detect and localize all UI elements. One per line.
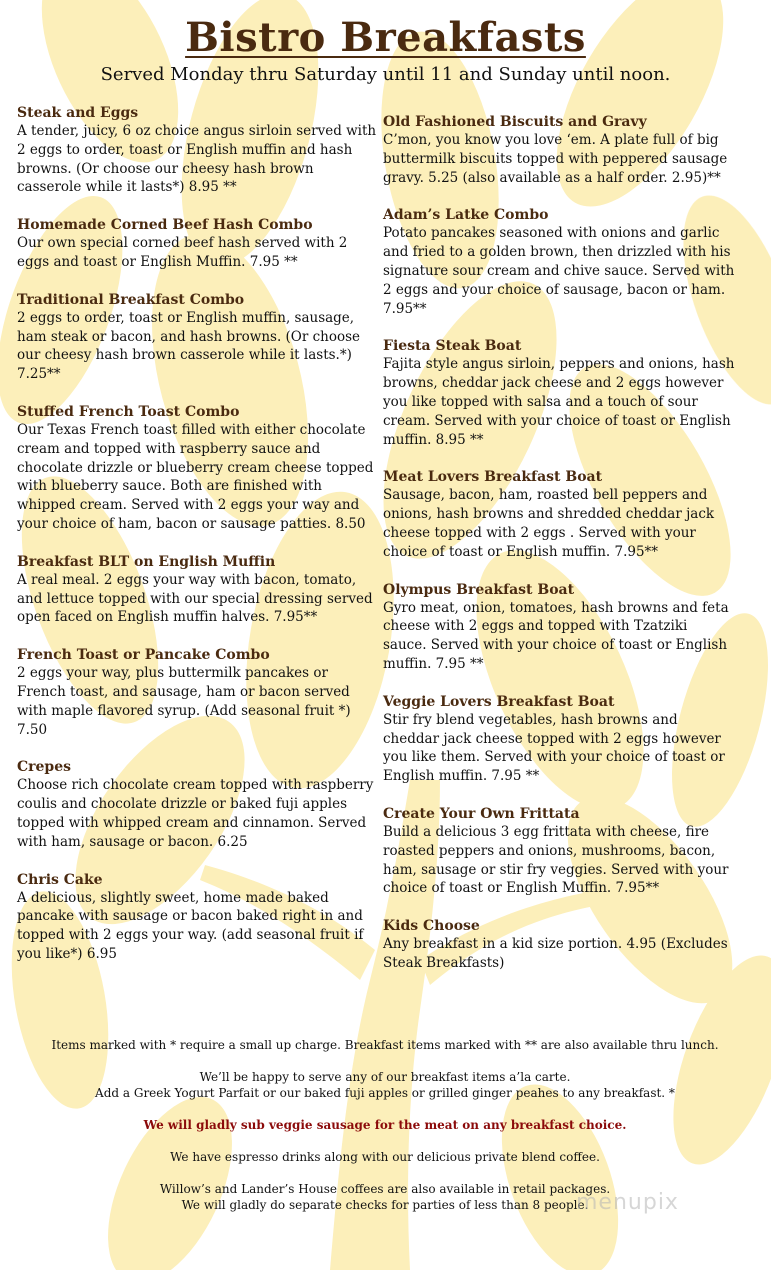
menu-item (383, 805, 735, 898)
item-name: Stuffed French Toast Combo (17, 403, 240, 420)
menu-item (17, 216, 377, 272)
item-name: Breakfast BLT on English Muffin (17, 553, 276, 570)
item-name: Traditional Breakfast Combo (17, 291, 245, 308)
a-la-carte-note (40, 1069, 730, 1101)
item-name: Homemade Corned Beef Hash Combo (17, 217, 313, 234)
menu-item (383, 693, 735, 786)
veggie-sausage-note: We will gladly sub veggie sausage for the meat on any breakfast choice. (143, 1118, 627, 1132)
right-column (383, 113, 735, 992)
item-description: Stir fry blend vegetables, hash browns and cheddar jack cheese topped with 2 eggs however you like them. Served with your choice of toast or English muffin. 7.95 ** (383, 711, 725, 785)
a-la-carte-line: We’ll be happy to serve any of our breakfast items a’la carte. (199, 1070, 571, 1084)
item-name: Steak and Eggs (17, 105, 139, 121)
item-description: Our Texas French toast filled with either chocolate cream and topped with raspberry sauce and chocolate drizzle or blueberry cream cheese topped with blueberry sauce. Both are finished with whipped cream. Served with 2 eggs your way and your choice of ham, bacon or sausage patties. 8.50 (17, 421, 374, 532)
item-name: Veggie Lovers Breakfast Boat (383, 693, 615, 710)
menu-item (17, 403, 377, 534)
item-description: A real meal. 2 eggs your way with bacon, tomato, and lettuce topped with our special dressing served open faced on English muffin halves. 7.95** (17, 571, 373, 626)
item-description: 2 eggs your way, plus buttermilk pancakes or French toast, and sausage, ham or bacon served with maple flavored syrup. (Add seasonal fruit *) 7.50 (17, 665, 351, 738)
menu-item (383, 917, 735, 973)
espresso-note: We have espresso drinks along with our delicious private blend coffee. (170, 1150, 600, 1164)
item-name: Chris Cake (17, 871, 103, 888)
menu-item (383, 113, 735, 187)
menu-title: Bistro Breakfasts (185, 14, 586, 61)
item-description: 2 eggs to order, toast or English muffin, sausage, ham steak or bacon, and hash browns. (Or choose our cheesy hash brown casserole while it lasts.*) 7.25** (17, 309, 361, 383)
item-name: Adam’s Latke Combo (383, 207, 549, 224)
item-name: Meat Lovers Breakfast Boat (383, 469, 603, 486)
menu-item (17, 291, 377, 384)
item-name: Crepes (17, 759, 72, 776)
menu-item (383, 206, 735, 318)
upcharge-note: Items marked with * require a small up charge. Breakfast items marked with ** are also available thru lunch. (51, 1038, 719, 1052)
menu-item (17, 104, 377, 197)
watermark-logo: menupix (576, 1190, 679, 1215)
menu-subtitle: Served Monday thru Saturday until 11 and Sunday until noon. (100, 64, 671, 85)
retail-coffee-line: Willow’s and Lander’s House coffees are also available in retail packages. (159, 1182, 611, 1196)
item-description: Any breakfast in a kid size portion. 4.95 (Excludes Steak Breakfasts) (383, 936, 728, 971)
menu-item (383, 581, 735, 674)
menu-item (383, 468, 735, 561)
item-name: French Toast or Pancake Combo (17, 647, 270, 664)
item-description: Choose rich chocolate cream topped with raspberry coulis and chocolate drizzle or baked fuji apples topped with whipped cream and cinnamon. Served with ham, sausage or bacon. 6.25 (17, 777, 374, 850)
item-name: Olympus Breakfast Boat (383, 581, 575, 598)
add-on-line: Add a Greek Yogurt Parfait or our baked fuji apples or grilled ginger peahes to any breakfast. * (95, 1086, 675, 1100)
item-description: Gyro meat, onion, tomatoes, hash browns and feta cheese with 2 eggs and topped with Tzatziki sauce. Served with your choice of toast or English muffin. 7.95 ** (383, 599, 729, 672)
left-column (17, 104, 377, 983)
item-name: Old Fashioned Biscuits and Gravy (383, 114, 647, 130)
menu-item (17, 553, 377, 627)
item-description: C’mon, you know you love ‘em. A plate full of big buttermilk biscuits topped with peppered sausage gravy. 5.25 (also available as a half order. 2.95)** (383, 132, 728, 186)
separate-checks-line: We will gladly do separate checks for parties of less than 8 people. (181, 1198, 589, 1212)
menu-item (17, 758, 377, 851)
item-description: Build a delicious 3 egg frittata with cheese, fire roasted peppers and onions, mushrooms, bacon, ham, sausage or stir fry veggies. Served with your choice of toast or English Muffin. 7.95** (383, 823, 729, 897)
item-description: Sausage, bacon, ham, roasted bell peppers and onions, hash browns and shredded cheddar jack cheese topped with 2 eggs . Served with your choice of toast or English muffin. 7.95** (383, 487, 715, 560)
item-description: Potato pancakes seasoned with onions and garlic and fried to a golden brown, then drizzled with his signature sour cream and chive sauce. Served with 2 eggs and your choice of sausage, bacon or ham. 7.95** (383, 225, 735, 317)
item-name: Fiesta Steak Boat (383, 338, 522, 355)
item-description: A tender, juicy, 6 oz choice angus sirloin served with 2 eggs to order, toast or English muffin and hash browns. (Or choose our cheesy hash brown casserole while it lasts*) 8.95 ** (17, 123, 377, 196)
item-description: A delicious, slightly sweet, home made baked pancake with sausage or bacon baked right in and topped with 2 eggs your way. (add seasonal fruit if you like*) 6.95 (17, 889, 364, 962)
menu-item (17, 871, 377, 964)
item-description: Fajita style angus sirloin, peppers and onions, hash browns, cheddar jack cheese and 2 eggs however you like topped with salsa and a touch of sour cream. Served with your choice of toast or English muffin. 8.95 ** (383, 356, 735, 448)
menu-item (17, 646, 377, 739)
item-description: Our own special corned beef hash served with 2 eggs and toast or English Muffin. 7.95 ** (17, 235, 348, 270)
menu-item (383, 337, 735, 449)
item-name: Kids Choose (383, 918, 480, 935)
item-name: Create Your Own Frittata (383, 805, 580, 822)
